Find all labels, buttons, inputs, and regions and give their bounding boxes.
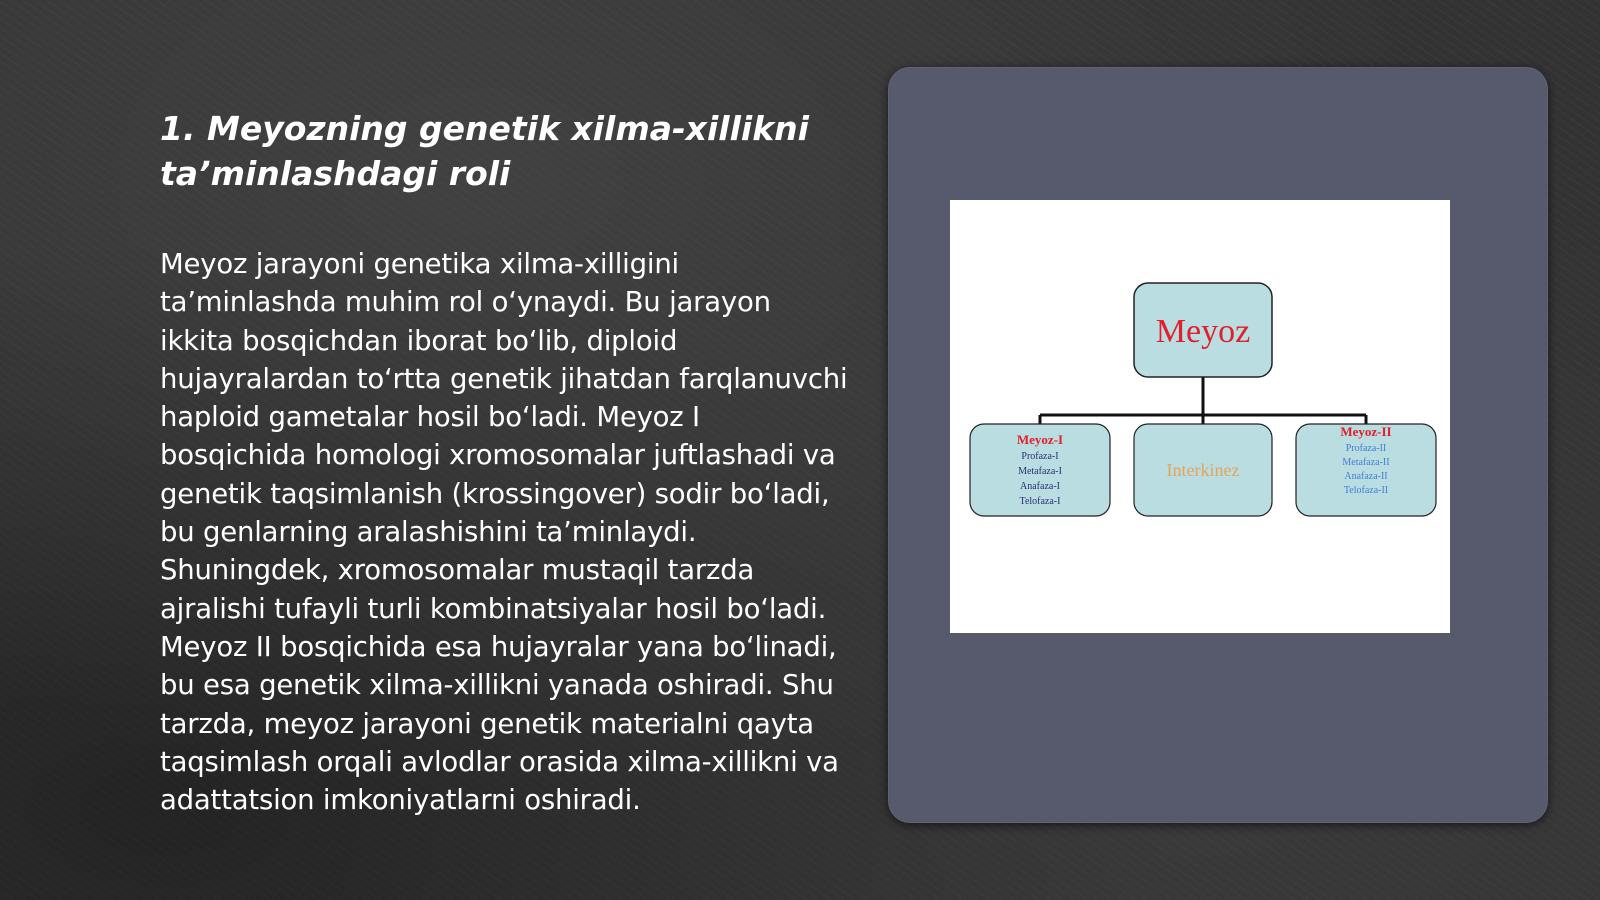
meyoz-2-title: Meyoz-II [1340, 424, 1392, 439]
meyoz-1-title: Meyoz-I [1016, 432, 1064, 447]
meyoz-2-item: Anafaza-II [1344, 471, 1388, 482]
connector-lines [1040, 376, 1366, 424]
root-node [1134, 283, 1272, 377]
meyoz-1-item: Profaza-I [1021, 451, 1059, 462]
meiosis-diagram [950, 200, 1450, 633]
interkinez-label: Interkinez [1166, 460, 1240, 480]
meyoz-2-node [1296, 424, 1436, 516]
meyoz-1-item: Metafaza-I [1018, 466, 1062, 477]
meyoz-1-item: Anafaza-I [1020, 481, 1060, 492]
meyoz-1-node [970, 424, 1110, 516]
meyoz-2-item: Telofaza-II [1343, 485, 1389, 496]
meyoz-1-item: Telofaza-I [1019, 496, 1061, 507]
slide-body-text: Meyoz jarayoni genetika xilma-xilligini ta’minlashda muhim rol o‘ynaydi. Bu jarayon ikkita bosqichdan iborat bo‘lib, diploid hujayralardan to‘rtta genetik jihatdan farqlanuvchi haploid gametalar hosil bo‘ladi. Meyoz I bosqichida homologi xromosomalar juftlashadi va genetik taqsimlanish (krossingover) sodir bo‘ladi, bu genlarning aralashishini ta’minlaydi. Shuningdek, xromosomalar mustaqil tarzda ajralishi tufayli turli kombinatsiyalar hosil bo‘ladi. Meyoz II bosqichida esa hujayralar yana bo‘linadi, bu esa genetik xilma-xillikni yanada oshiradi. Shu tarzda, meyoz jarayoni genetik materialni qayta taqsimlash orqali avlodlar orasida xilma-xillikni va adattatsion imkoniyatlarni oshiradi. [160, 248, 848, 817]
meiosis-diagram-svg [950, 200, 1450, 633]
meyoz-2-item: Profaza-II [1345, 443, 1387, 454]
interkinez-node [1134, 424, 1272, 516]
slide-title: 1. Meyozning genetik xilma-xillikni ta’minlashdagi roli [160, 109, 809, 193]
meyoz-2-item: Metafaza-II [1342, 457, 1390, 468]
root-label: Meyoz [1155, 313, 1251, 350]
